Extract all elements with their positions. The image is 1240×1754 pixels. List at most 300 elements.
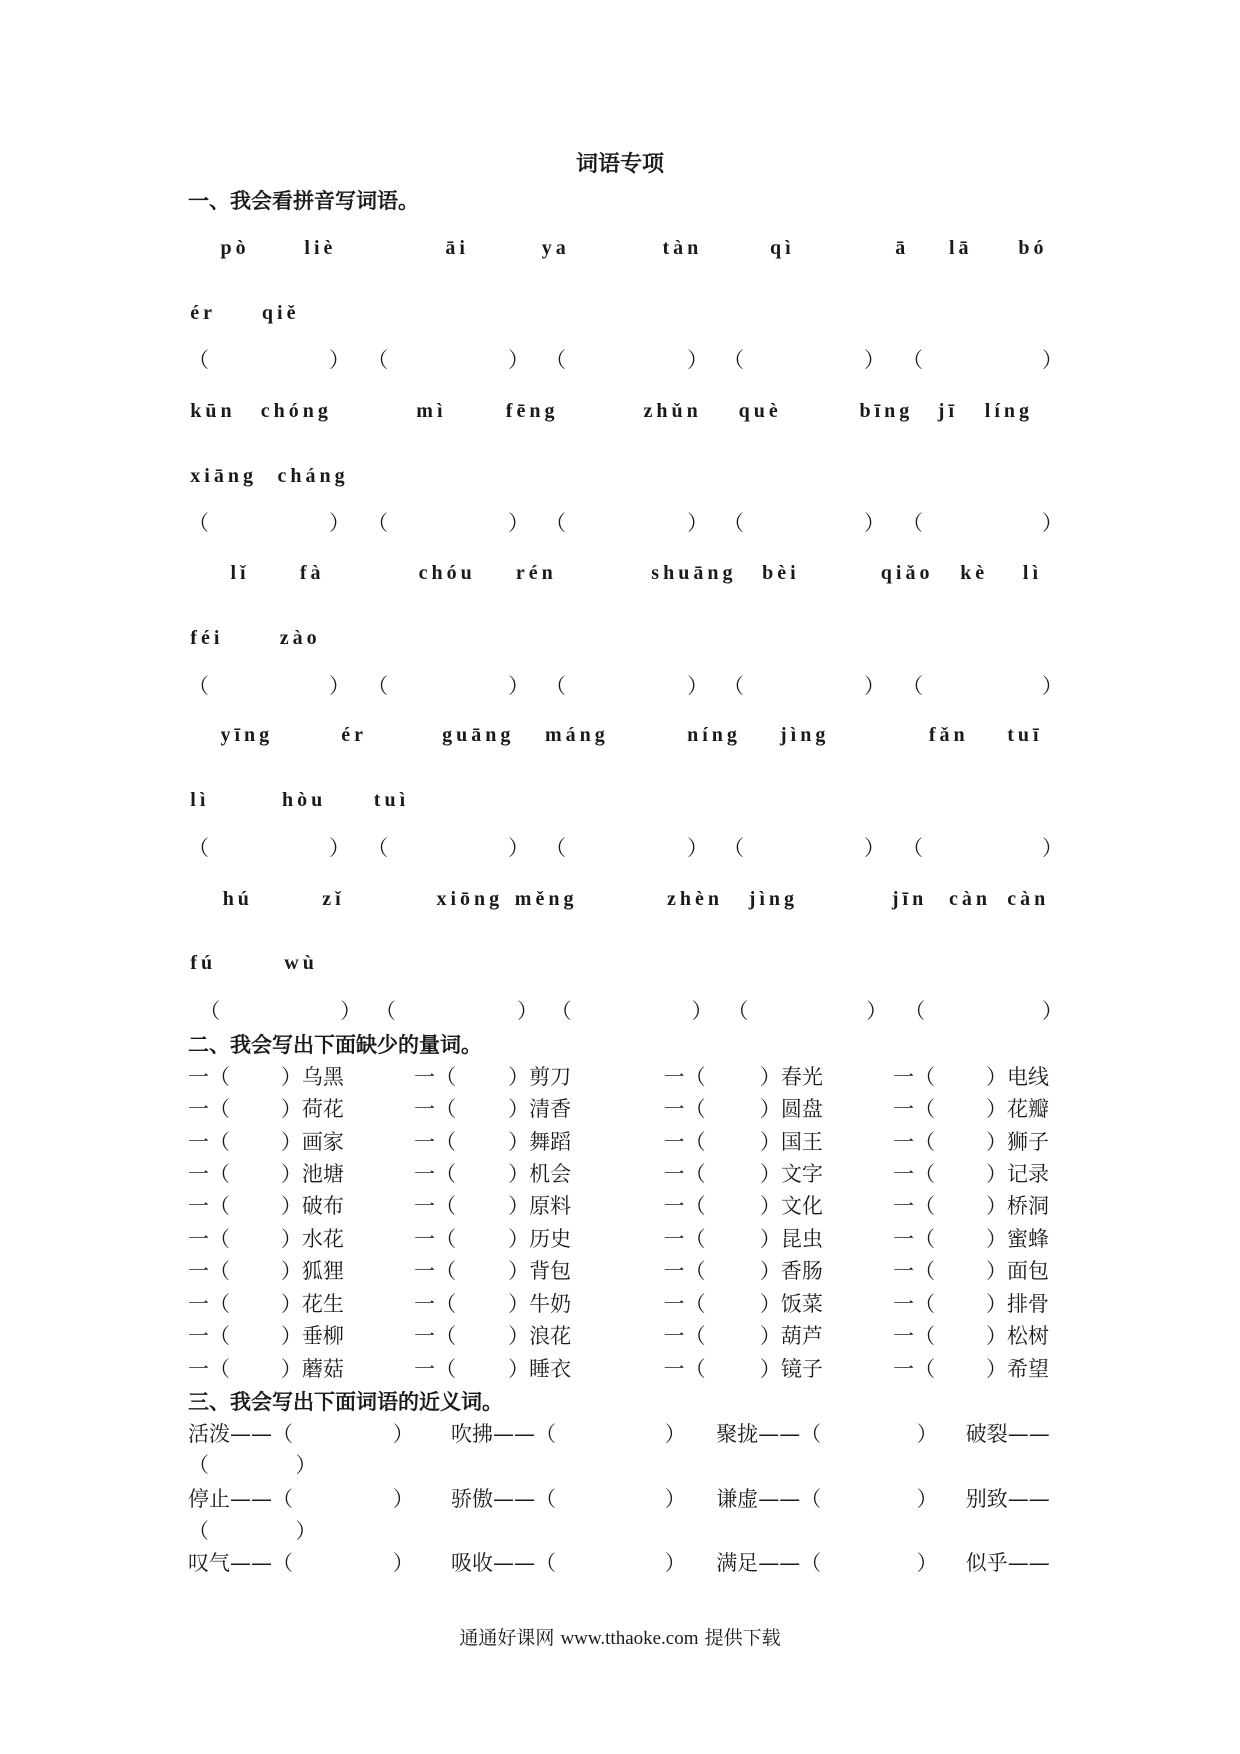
measure-word-prefix: 一（ [893,1129,936,1154]
pinyin-syllable: kè [960,562,989,584]
measure-word-noun: 牛奶 [529,1291,572,1316]
answer-blank-close-paren: ） [1041,674,1063,698]
synonym-dash: —— [1007,1421,1050,1446]
measure-word-close-paren: ） [280,1356,302,1381]
synonym-dash: —— [1007,1486,1050,1511]
answer-blank-close-paren: ） [329,510,350,535]
measure-word-noun: 花生 [301,1291,344,1316]
measure-word-noun: 葫芦 [780,1324,823,1349]
measure-word-close-paren: ） [508,1356,530,1381]
synonym-open-paren: （ [535,1551,556,1576]
answer-blank-open-paren: （ [902,348,923,373]
synonym-dash: —— [493,1486,535,1511]
answer-blank-open-paren: （ [545,510,566,535]
answer-blank-close-paren: ） [329,348,350,373]
pinyin-syllable: yīng [220,724,274,747]
pinyin-syllable: zǐ [322,887,345,910]
pinyin-syllable: měng [514,887,578,910]
measure-word-prefix: 一（ [414,1064,457,1089]
pinyin-syllable: jī [937,399,959,422]
synonym-word: 骄傲 [451,1486,493,1511]
answer-blank-open-paren: （ [188,348,209,373]
synonym-dash: —— [493,1421,535,1446]
answer-blank-close-paren: ） [864,510,885,535]
pinyin-syllable: kūn [190,399,236,422]
measure-word-close-paren: ） [759,1162,781,1186]
measure-word-close-paren: ） [508,1324,530,1349]
measure-word-item [281,1064,344,1090]
measure-word-prefix: 一（ [414,1259,457,1284]
pinyin-syllable: fǎn [928,724,969,747]
pinyin-syllable: què [738,399,782,422]
pinyin-syllable: càn [949,887,991,910]
synonym-dash: —— [230,1421,272,1446]
pinyin-syllable: liè [304,237,337,260]
pinyin-syllable: chóu [418,562,476,584]
pinyin-syllable: ā [895,237,910,260]
synonym-open-paren: （ [535,1486,556,1511]
synonym-close-paren: ） [392,1486,414,1511]
pinyin-syllable: tàn [662,237,703,260]
measure-word-noun: 池塘 [301,1162,344,1186]
pinyin-syllable: qì [770,237,795,260]
measure-word-prefix: 一（ [663,1259,706,1284]
measure-word-close-paren: ） [508,1162,530,1186]
answer-blank-open-paren: （ [902,836,923,861]
measure-word-close-paren: ） [986,1324,1007,1349]
measure-word-prefix: 一（ [663,1129,706,1154]
measure-word-close-paren: ） [508,1194,530,1219]
measure-word-item [986,1291,1049,1317]
pinyin-syllable: zhǔn [643,399,702,422]
measure-word-item [281,1096,344,1122]
synonym-open-paren: （ [535,1421,556,1446]
synonym-prompt [188,1486,293,1512]
answer-blank-open-paren: （ [188,836,209,861]
synonym-prompt [966,1421,1050,1447]
pinyin-syllable: fēng [505,399,559,422]
answer-blank-close-paren: ） [508,348,530,373]
synonym-close-paren: ） [392,1551,414,1576]
measure-word-prefix: 一（ [663,1356,706,1381]
measure-word-noun: 镜子 [780,1356,823,1381]
answer-blank-close-paren: ） [1041,836,1063,861]
synonym-prompt [966,1550,1050,1576]
measure-word-prefix: 一（ [663,1097,706,1122]
measure-word-noun: 花瓣 [1007,1097,1049,1122]
measure-word-prefix: 一（ [414,1226,457,1251]
measure-word-close-paren: ） [508,1259,530,1284]
measure-word-noun: 破布 [301,1194,344,1219]
measure-word-item [281,1323,344,1349]
pinyin-syllable: ér [190,302,217,325]
pinyin-syllable: bèi [762,562,800,584]
measure-word-item [281,1291,344,1317]
synonym-word: 满足 [716,1551,759,1576]
synonym-close-paren: ） [295,1452,317,1477]
answer-blank-open-paren: （ [374,998,396,1023]
measure-word-prefix: 一（ [414,1097,457,1122]
measure-word-close-paren: ） [280,1324,302,1349]
measure-word-noun: 水花 [301,1226,344,1251]
measure-word-prefix: 一（ [663,1194,706,1219]
pinyin-syllable: bó [1018,237,1048,260]
synonym-word: 似乎 [965,1551,1008,1576]
measure-word-prefix: 一（ [893,1324,936,1349]
measure-word-item [508,1096,571,1122]
measure-word-close-paren: ） [280,1129,302,1154]
measure-word-prefix: 一（ [188,1291,230,1316]
answer-blank-close-paren: ） [687,510,709,535]
measure-word-noun: 背包 [529,1259,572,1284]
pinyin-syllable: lā [949,237,973,260]
pinyin-syllable: mì [416,399,447,422]
measure-word-item [508,1291,571,1317]
synonym-close-paren: ） [664,1486,686,1511]
measure-word-item [281,1193,344,1219]
measure-word-item [986,1193,1049,1219]
measure-word-close-paren: ） [280,1064,302,1089]
answer-blank-close-paren: ） [508,510,530,535]
measure-word-noun: 清香 [529,1097,572,1122]
answer-blank-open-paren: （ [902,510,923,535]
synonym-prompt [451,1421,556,1447]
measure-word-prefix: 一（ [414,1356,457,1381]
pinyin-syllable: wù [284,951,318,974]
measure-word-prefix: 一（ [188,1324,230,1349]
answer-blank-close-paren: ） [691,998,713,1023]
measure-word-noun: 电线 [1007,1064,1049,1089]
measure-word-noun: 面包 [1007,1259,1049,1284]
measure-word-item [986,1129,1049,1155]
synonym-word: 停止 [188,1486,230,1511]
measure-word-close-paren: ） [759,1194,781,1219]
synonym-open-paren: （ [800,1551,822,1576]
pinyin-syllable: jìng [780,724,830,747]
pinyin-syllable: fà [299,562,325,584]
measure-word-prefix: 一（ [414,1324,457,1349]
measure-word-noun: 狐狸 [301,1259,344,1284]
pinyin-syllable: tuī [1007,724,1043,747]
measure-word-noun: 希望 [1007,1356,1049,1381]
measure-word-close-paren: ） [508,1226,530,1251]
measure-word-prefix: 一（ [188,1194,230,1219]
measure-word-close-paren: ） [508,1129,530,1154]
measure-word-item [281,1161,344,1187]
pinyin-syllable: chóng [260,399,332,422]
answer-blank-open-paren: （ [545,348,566,373]
synonym-word: 叹气 [188,1551,230,1576]
measure-word-item [508,1161,571,1187]
measure-word-item [760,1161,823,1187]
measure-word-noun: 蜜蜂 [1007,1226,1049,1251]
measure-word-noun: 文化 [780,1194,823,1219]
footer-download-note: 提供下载 [704,1627,781,1649]
answer-blank-open-paren: （ [902,674,923,698]
pinyin-syllable: tuì [373,789,410,812]
measure-word-noun: 画家 [301,1129,344,1154]
measure-word-prefix: 一（ [663,1226,706,1251]
pinyin-syllable: lì [190,789,210,812]
answer-blank-close-paren: ） [508,674,530,698]
synonym-open-paren: （ [800,1421,822,1446]
measure-word-prefix: 一（ [893,1064,936,1089]
measure-word-item [986,1064,1049,1090]
answer-blank-close-paren: ） [340,998,362,1023]
measure-word-prefix: 一（ [188,1129,230,1154]
answer-blank-open-paren: （ [367,674,389,698]
synonym-open-paren: （ [188,1519,209,1543]
measure-word-close-paren: ） [986,1291,1007,1316]
pinyin-syllable: bīng [859,399,914,422]
measure-word-close-paren: ） [759,1129,781,1154]
footer-url: www.tthaoke.com [560,1628,699,1649]
measure-word-noun: 春光 [780,1064,823,1089]
pinyin-syllable: zào [279,626,321,649]
synonym-close-paren: ） [664,1421,686,1446]
synonym-close-paren: ） [392,1421,414,1446]
answer-blank-open-paren: （ [545,674,566,698]
page-title: 词语专项 [575,152,664,177]
measure-word-prefix: 一（ [188,1162,230,1186]
pinyin-syllable: cháng [277,464,349,487]
measure-word-noun: 昆虫 [780,1226,823,1251]
measure-word-noun: 浪花 [529,1324,572,1349]
synonym-prompt [188,1550,293,1576]
measure-word-item [760,1356,823,1382]
measure-word-close-paren: ） [508,1097,530,1122]
answer-blank-open-paren: （ [367,348,389,373]
measure-word-noun: 国王 [780,1129,823,1154]
synonym-open-paren: （ [272,1486,293,1511]
synonym-dash: —— [230,1486,272,1511]
measure-word-noun: 乌黑 [301,1064,344,1089]
synonym-dash: —— [493,1551,535,1576]
measure-word-close-paren: ） [759,1324,781,1349]
measure-word-close-paren: ） [280,1291,302,1316]
synonym-close-paren: ） [664,1551,686,1576]
answer-blank-open-paren: （ [199,998,221,1023]
measure-word-prefix: 一（ [188,1064,230,1089]
measure-word-prefix: 一（ [188,1226,230,1251]
measure-word-close-paren: ） [759,1259,781,1284]
measure-word-item [508,1064,571,1090]
answer-blank-close-paren: ） [517,998,538,1023]
answer-blank-open-paren: （ [904,998,926,1023]
synonym-prompt [451,1550,556,1576]
measure-word-close-paren: ） [280,1162,302,1186]
footer-site-name: 通通好课网 [459,1627,555,1649]
synonym-close-paren: ） [916,1486,938,1511]
measure-word-prefix: 一（ [893,1194,936,1219]
measure-word-prefix: 一（ [188,1356,230,1381]
measure-word-noun: 机会 [529,1162,572,1186]
synonym-prompt [966,1486,1050,1512]
measure-word-noun: 桥洞 [1007,1194,1049,1219]
pinyin-syllable: máng [545,724,609,747]
measure-word-close-paren: ） [986,1356,1007,1381]
synonym-open-paren: （ [800,1486,822,1511]
measure-word-item [508,1193,571,1219]
synonym-dash: —— [758,1486,801,1511]
pinyin-syllable: hòu [282,789,327,812]
answer-blank-close-paren: ） [687,836,709,861]
pinyin-syllable: qiǎo [880,562,934,584]
synonym-close-paren: ） [916,1551,938,1576]
synonym-open-paren: （ [272,1421,293,1446]
measure-word-noun: 睡衣 [529,1356,572,1381]
measure-word-item [760,1291,823,1317]
measure-word-prefix: 一（ [188,1259,230,1284]
answer-blank-open-paren: （ [367,510,389,535]
answer-blank-open-paren: （ [723,674,744,698]
measure-word-close-paren: ） [759,1226,781,1251]
answer-blank-open-paren: （ [723,836,744,861]
measure-word-item [986,1226,1049,1252]
synonym-open-paren: （ [188,1452,209,1477]
answer-blank-open-paren: （ [188,510,209,535]
measure-word-close-paren: ） [986,1259,1007,1284]
pinyin-syllable: qiě [261,302,300,325]
synonym-dash: —— [230,1551,272,1576]
pinyin-syllable: líng [984,399,1034,422]
synonym-word: 谦虚 [716,1486,759,1511]
measure-word-close-paren: ） [508,1064,530,1089]
measure-word-noun: 原料 [529,1194,572,1219]
measure-word-close-paren: ） [280,1226,302,1251]
measure-word-item [281,1226,344,1252]
measure-word-item [508,1129,571,1155]
measure-word-prefix: 一（ [893,1162,936,1186]
synonym-dash: —— [1007,1551,1050,1576]
pinyin-syllable: guāng [442,724,515,747]
answer-blank-open-paren: （ [545,836,566,861]
measure-word-item [760,1226,823,1252]
measure-word-item [986,1323,1049,1349]
pinyin-syllable: jīn [891,887,928,910]
synonym-word: 破裂 [965,1421,1008,1446]
measure-word-close-paren: ） [986,1226,1007,1251]
pinyin-syllable: shuāng [651,562,737,584]
answer-blank-close-paren: ） [508,836,530,861]
pinyin-syllable: féi [190,626,224,649]
answer-blank-open-paren: （ [727,998,749,1023]
measure-word-prefix: 一（ [893,1259,936,1284]
answer-blank-close-paren: ） [864,348,885,373]
measure-word-close-paren: ） [986,1129,1007,1154]
measure-word-prefix: 一（ [893,1226,936,1251]
measure-word-noun: 狮子 [1007,1129,1049,1154]
measure-word-item [760,1258,823,1284]
measure-word-noun: 饭菜 [780,1291,823,1316]
measure-word-close-paren: ） [759,1291,781,1316]
answer-blank-close-paren: ） [1041,510,1063,535]
synonym-prompt [451,1486,556,1512]
measure-word-close-paren: ） [280,1097,302,1122]
measure-word-noun: 圆盘 [780,1097,823,1122]
answer-blank-close-paren: ） [329,674,350,698]
measure-word-item [281,1356,344,1382]
pinyin-syllable: jìng [748,887,799,910]
measure-word-item [760,1129,823,1155]
measure-word-close-paren: ） [986,1097,1007,1122]
measure-word-close-paren: ） [508,1291,530,1316]
synonym-prompt [716,1486,821,1512]
synonym-close-paren: ） [295,1519,317,1543]
synonym-word: 聚拢 [716,1421,759,1446]
synonym-open-paren: （ [272,1551,293,1576]
synonym-word: 吹拂 [451,1421,493,1446]
answer-blank-close-paren: ） [864,674,885,698]
measure-word-noun: 文字 [780,1162,823,1186]
measure-word-noun: 垂柳 [301,1324,344,1349]
measure-word-item [760,1193,823,1219]
measure-word-close-paren: ） [986,1194,1007,1219]
measure-word-item [281,1129,344,1155]
measure-word-noun: 香肠 [780,1259,823,1284]
synonym-prompt [716,1550,821,1576]
measure-word-prefix: 一（ [414,1129,457,1154]
pinyin-syllable: ér [341,724,368,747]
synonym-close-paren: ） [916,1421,938,1446]
measure-word-item [986,1356,1049,1382]
measure-word-item [508,1323,571,1349]
measure-word-item [760,1323,823,1349]
synonym-dash: —— [758,1551,801,1576]
measure-word-prefix: 一（ [663,1324,706,1349]
footer-source [0,1626,1240,1651]
measure-word-noun: 舞蹈 [529,1129,572,1154]
measure-word-prefix: 一（ [893,1097,936,1122]
measure-word-prefix: 一（ [414,1194,457,1219]
answer-blank-close-paren: ） [329,836,350,861]
measure-word-noun: 荷花 [301,1097,344,1122]
measure-word-close-paren: ） [280,1259,302,1284]
answer-blank-open-paren: （ [367,836,389,861]
pinyin-syllable: xiōng [436,887,504,910]
answer-blank-open-paren: （ [723,510,744,535]
pinyin-syllable: càn [1007,887,1050,910]
measure-word-prefix: 一（ [893,1356,936,1381]
measure-word-close-paren: ） [280,1194,302,1219]
section-2-heading: 二、我会写出下面缺少的量词。 [188,1033,482,1057]
measure-word-noun: 记录 [1007,1162,1049,1186]
measure-word-close-paren: ） [986,1162,1007,1186]
section-1-heading: 一、我会看拼音写词语。 [188,189,419,213]
measure-word-prefix: 一（ [663,1162,706,1186]
measure-word-close-paren: ） [986,1064,1007,1089]
measure-word-prefix: 一（ [188,1097,230,1122]
synonym-prompt [716,1421,821,1447]
pinyin-syllable: rén [515,562,557,584]
measure-word-prefix: 一（ [893,1291,936,1316]
section-3-heading: 三、我会写出下面词语的近义词。 [188,1390,503,1414]
measure-word-item [986,1096,1049,1122]
pinyin-syllable: āi [445,237,469,260]
synonym-word: 别致 [965,1486,1008,1511]
measure-word-noun: 剪刀 [529,1064,572,1089]
pinyin-syllable: xiāng [190,464,257,487]
synonym-word: 活泼 [188,1421,230,1446]
answer-blank-close-paren: ） [866,998,888,1023]
answer-blank-open-paren: （ [188,674,209,698]
measure-word-prefix: 一（ [663,1064,706,1089]
measure-word-noun: 历史 [529,1226,572,1251]
pinyin-syllable: lì [1022,562,1043,584]
pinyin-syllable: níng [687,724,741,747]
pinyin-syllable: fú [190,951,217,974]
measure-word-item [508,1356,571,1382]
